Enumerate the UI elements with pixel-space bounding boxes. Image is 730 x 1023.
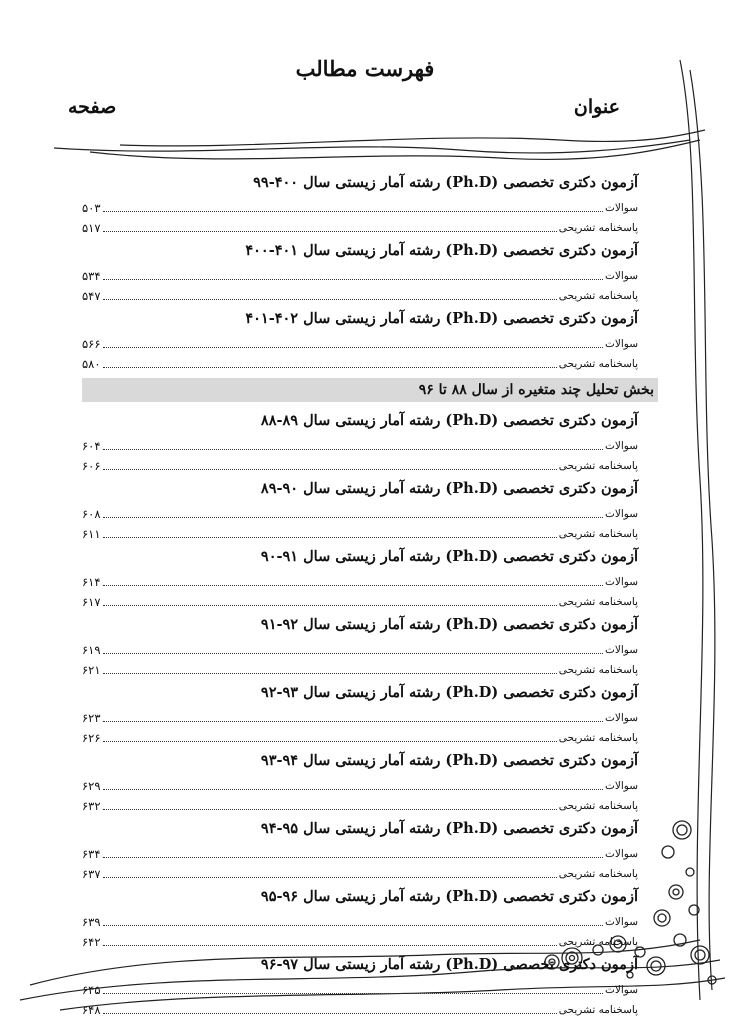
entry-label: پاسخنامه تشریحی xyxy=(558,800,638,812)
entry-label: پاسخنامه تشریحی xyxy=(558,868,638,880)
toc-entry[interactable] xyxy=(82,332,638,352)
toc-entry[interactable] xyxy=(82,434,638,454)
entry-label: پاسخنامه تشریحی xyxy=(558,528,638,540)
dot-leader xyxy=(103,347,603,348)
toc-entry[interactable] xyxy=(82,570,638,590)
toc-entry[interactable] xyxy=(82,590,638,610)
entry-label: سوالات xyxy=(604,644,638,656)
entry-label: سوالات xyxy=(604,780,638,792)
entry-page-number: ۵۶۶ xyxy=(82,337,101,351)
entry-page-number: ۶۱۴ xyxy=(82,575,101,589)
exam-title: آزمون دکتری تخصصی (Ph.D) رشته آمار زیستی سال ۹۴-۹۳ xyxy=(260,752,638,769)
toc-entry[interactable] xyxy=(82,264,638,284)
dot-leader xyxy=(103,1013,557,1014)
dot-leader xyxy=(103,809,557,810)
entry-label: سوالات xyxy=(604,848,638,860)
entry-page-number: ۶۴۸ xyxy=(82,1003,101,1017)
dot-leader xyxy=(103,741,557,742)
dot-leader xyxy=(103,925,603,926)
entry-label: پاسخنامه تشریحی xyxy=(558,732,638,744)
entry-label: پاسخنامه تشریحی xyxy=(558,290,638,302)
entry-page-number: ۶۰۸ xyxy=(82,507,101,521)
column-heading-page: صفحه xyxy=(68,96,117,118)
toc-entry[interactable] xyxy=(82,658,638,678)
exam-title: آزمون دکتری تخصصی (Ph.D) رشته آمار زیستی سال ۹۶-۹۵ xyxy=(260,888,638,905)
dot-leader xyxy=(103,877,557,878)
toc-entry[interactable] xyxy=(82,930,638,950)
column-heading-title: عنوان xyxy=(573,96,620,118)
entry-label: پاسخنامه تشریحی xyxy=(558,460,638,472)
exam-title: آزمون دکتری تخصصی (Ph.D) رشته آمار زیستی سال ۹۷-۹۶ xyxy=(260,956,638,973)
dot-leader xyxy=(103,605,557,606)
dot-leader xyxy=(103,299,557,300)
exam-title: آزمون دکتری تخصصی (Ph.D) رشته آمار زیستی سال ۸۹-۸۸ xyxy=(260,412,638,429)
dot-leader xyxy=(103,517,603,518)
section-heading: بخش تحلیل چند متغیره از سال ۸۸ تا ۹۶ xyxy=(82,378,658,402)
exam-title: آزمون دکتری تخصصی (Ph.D) رشته آمار زیستی سال ۹۳-۹۲ xyxy=(260,684,638,701)
dot-leader xyxy=(103,857,603,858)
exam-title: آزمون دکتری تخصصی (Ph.D) رشته آمار زیستی سال ۴۰۲-۴۰۱ xyxy=(245,310,638,327)
entry-page-number: ۶۳۷ xyxy=(82,867,101,881)
toc-entry[interactable] xyxy=(82,842,638,862)
entry-page-number: ۵۰۳ xyxy=(82,201,101,215)
entry-page-number: ۶۲۱ xyxy=(82,663,101,677)
exam-title: آزمون دکتری تخصصی (Ph.D) رشته آمار زیستی سال ۹۵-۹۴ xyxy=(260,820,638,837)
toc-entry[interactable] xyxy=(82,706,638,726)
toc-entry[interactable] xyxy=(82,284,638,304)
dot-leader xyxy=(103,231,557,232)
entry-page-number: ۵۱۷ xyxy=(82,221,101,235)
entry-page-number: ۶۰۶ xyxy=(82,459,101,473)
dot-leader xyxy=(103,993,603,994)
entry-page-number: ۶۰۴ xyxy=(82,439,101,453)
dot-leader xyxy=(103,211,603,212)
entry-page-number: ۵۴۷ xyxy=(82,289,101,303)
dot-leader xyxy=(103,945,557,946)
entry-page-number: ۶۱۱ xyxy=(82,527,101,541)
exam-title: آزمون دکتری تخصصی (Ph.D) رشته آمار زیستی سال ۹۰-۸۹ xyxy=(260,480,638,497)
entry-label: پاسخنامه تشریحی xyxy=(558,664,638,676)
entry-label: پاسخنامه تشریحی xyxy=(558,936,638,948)
entry-label: سوالات xyxy=(604,508,638,520)
dot-leader xyxy=(103,469,557,470)
entry-page-number: ۶۱۷ xyxy=(82,595,101,609)
exam-title: آزمون دکتری تخصصی (Ph.D) رشته آمار زیستی سال ۹۲-۹۱ xyxy=(260,616,638,633)
toc-group-multivariate xyxy=(82,406,638,1018)
toc-entry[interactable] xyxy=(82,978,638,998)
entry-label: سوالات xyxy=(604,916,638,928)
entry-page-number: ۶۲۹ xyxy=(82,779,101,793)
entry-label: سوالات xyxy=(604,712,638,724)
toc-entry[interactable] xyxy=(82,910,638,930)
entry-page-number: ۶۳۴ xyxy=(82,847,101,861)
toc-entry[interactable] xyxy=(82,998,638,1018)
entry-label: پاسخنامه تشریحی xyxy=(558,1004,638,1016)
toc-entry[interactable] xyxy=(82,352,638,372)
dot-leader xyxy=(103,789,603,790)
entry-page-number: ۶۳۹ xyxy=(82,915,101,929)
entry-page-number: ۶۴۲ xyxy=(82,935,101,949)
page-title: فهرست مطالب xyxy=(295,56,435,81)
toc-entry[interactable] xyxy=(82,726,638,746)
toc-entry[interactable] xyxy=(82,794,638,814)
dot-leader xyxy=(103,673,557,674)
entry-label: سوالات xyxy=(604,440,638,452)
entry-page-number: ۵۸۰ xyxy=(82,357,101,371)
entry-label: سوالات xyxy=(604,984,638,996)
entry-label: پاسخنامه تشریحی xyxy=(558,358,638,370)
dot-leader xyxy=(103,721,603,722)
dot-leader xyxy=(103,449,603,450)
entry-label: سوالات xyxy=(604,338,638,350)
entry-page-number: ۶۲۶ xyxy=(82,731,101,745)
exam-title: آزمون دکتری تخصصی (Ph.D) رشته آمار زیستی سال ۴۰۰-۹۹ xyxy=(253,174,638,191)
exam-title: آزمون دکتری تخصصی (Ph.D) رشته آمار زیستی سال ۹۱-۹۰ xyxy=(260,548,638,565)
dot-leader xyxy=(103,537,557,538)
toc-entry[interactable] xyxy=(82,862,638,882)
dot-leader xyxy=(103,367,557,368)
toc-entry[interactable] xyxy=(82,522,638,542)
entry-page-number: ۶۱۹ xyxy=(82,643,101,657)
entry-page-number: ۵۳۴ xyxy=(82,269,101,283)
entry-page-number: ۶۳۲ xyxy=(82,799,101,813)
toc-entry[interactable] xyxy=(82,638,638,658)
toc-group-recent xyxy=(82,168,638,372)
exam-title: آزمون دکتری تخصصی (Ph.D) رشته آمار زیستی سال ۴۰۱-۴۰۰ xyxy=(245,242,638,259)
toc-entry[interactable] xyxy=(82,196,638,216)
toc-entry[interactable] xyxy=(82,216,638,236)
entry-page-number: ۶۴۵ xyxy=(82,983,101,997)
entry-label: پاسخنامه تشریحی xyxy=(558,596,638,608)
dot-leader xyxy=(103,653,603,654)
entry-label: سوالات xyxy=(604,202,638,214)
entry-label: سوالات xyxy=(604,270,638,282)
dot-leader xyxy=(103,279,603,280)
toc-entry[interactable] xyxy=(82,774,638,794)
dot-leader xyxy=(103,585,603,586)
toc-entry[interactable] xyxy=(82,502,638,522)
entry-page-number: ۶۲۳ xyxy=(82,711,101,725)
entry-label: سوالات xyxy=(604,576,638,588)
entry-label: پاسخنامه تشریحی xyxy=(558,222,638,234)
table-of-contents xyxy=(82,168,654,1018)
toc-entry[interactable] xyxy=(82,454,638,474)
